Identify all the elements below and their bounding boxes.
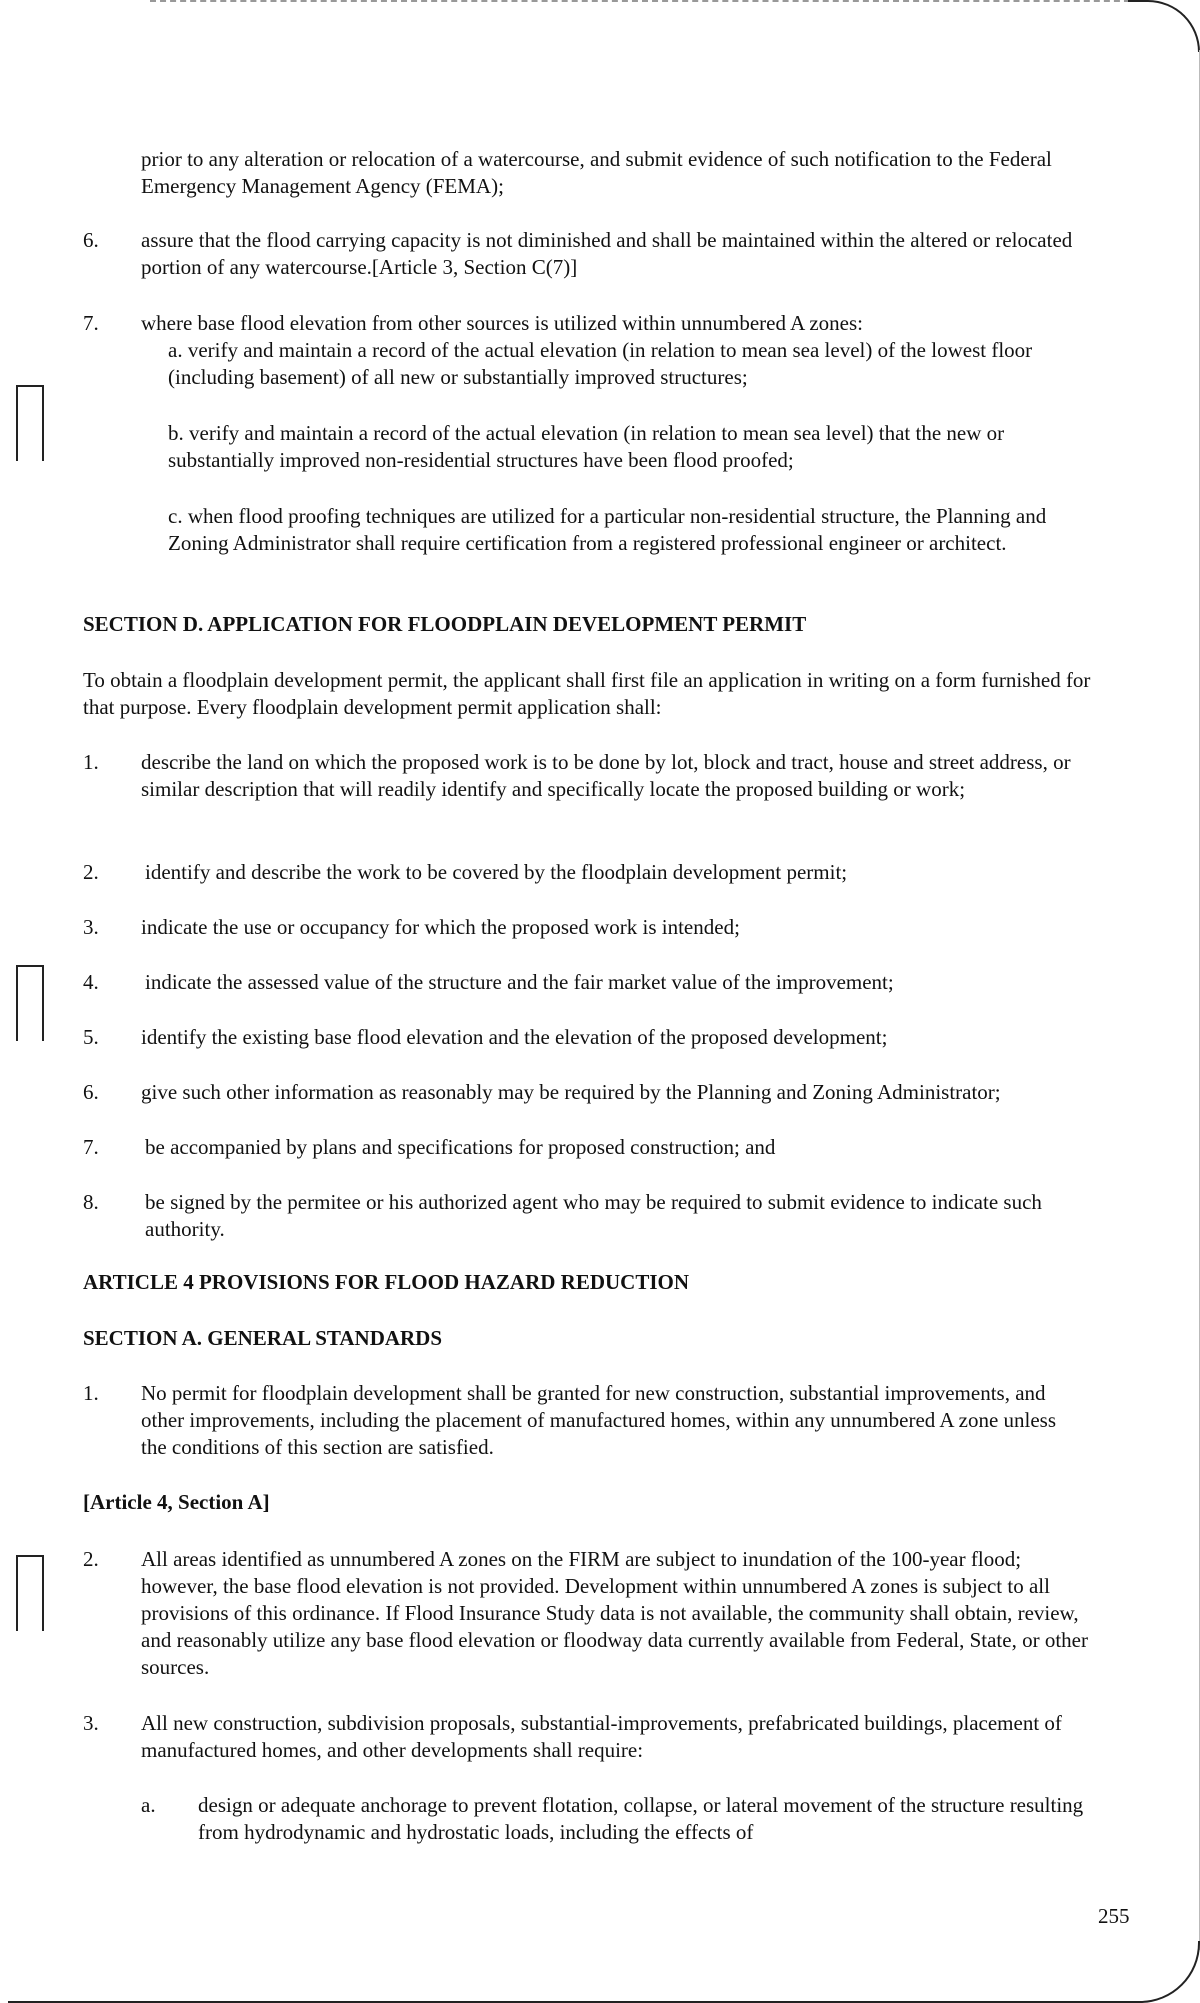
list-item-number: 3. bbox=[83, 1711, 99, 1735]
list-item-text: All new construction, subdivision proposals, substantial-improvements, prefabricated buildings, placement of manufactured homes, and other developments shall require: bbox=[141, 1711, 1062, 1762]
scan-edge-corner-bottom bbox=[8, 1941, 1200, 2003]
list-item-text: indicate the use or occupancy for which the proposed work is intended; bbox=[141, 915, 740, 939]
list-item-number: 7. bbox=[83, 1135, 99, 1159]
list-item-text: where base flood elevation from other sources is utilized within unnumbered A zones: bbox=[141, 311, 863, 335]
binder-hole-mark bbox=[16, 385, 44, 461]
intro-paragraph: prior to any alteration or relocation of a watercourse, and submit evidence of such notification to the Federal Emergency Management Agency (FEMA); bbox=[141, 147, 1052, 198]
sub-item: c. when flood proofing techniques are utilized for a particular non-residential structure, the Planning and Zoning Administrator shall require certification from a registered professional engineer or architect. bbox=[168, 504, 1047, 555]
list-item-text: give such other information as reasonably may be required by the Planning and Zoning Administrator; bbox=[141, 1080, 1001, 1104]
list-item-text: describe the land on which the proposed work is to be done by lot, block and tract, house and street address, or similar description that will readily identify and specifically locate the proposed building or work; bbox=[141, 750, 1071, 801]
list-item-number: 4. bbox=[83, 970, 99, 994]
list-item-number: 2. bbox=[83, 860, 99, 884]
list-item-number: 5. bbox=[83, 1025, 99, 1049]
sub-item-text: design or adequate anchorage to prevent flotation, collapse, or lateral movement of the structure resulting from hydrodynamic and hydrostatic loads, including the effects of bbox=[198, 1793, 1084, 1844]
sub-item: a. verify and maintain a record of the actual elevation (in relation to mean sea level) of the lowest floor (including basement) of all new or substantially improved structures; bbox=[168, 338, 1033, 389]
section-heading: SECTION A. GENERAL STANDARDS bbox=[83, 1326, 443, 1350]
list-item-text: identify the existing base flood elevation and the elevation of the proposed development; bbox=[141, 1025, 888, 1049]
sub-item: b. verify and maintain a record of the actual elevation (in relation to mean sea level) that the new or substantially improved non-residential structures have been flood proofed; bbox=[168, 421, 1005, 472]
list-item-number: 6. bbox=[83, 228, 99, 252]
list-item-text: be signed by the permitee or his authorized agent who may be required to submit evidence to indicate such authority. bbox=[145, 1190, 1042, 1241]
list-item-number: 1. bbox=[83, 1381, 99, 1405]
list-item-number: 1. bbox=[83, 750, 99, 774]
scan-edge-top bbox=[150, 0, 1140, 4]
binder-hole-mark bbox=[16, 965, 44, 1041]
list-item-text: be accompanied by plans and specifications for proposed construction; and bbox=[145, 1135, 776, 1159]
list-item-number: 7. bbox=[83, 311, 99, 335]
list-item-number: 3. bbox=[83, 915, 99, 939]
list-item-number: 8. bbox=[83, 1190, 99, 1214]
article-reference: [Article 4, Section A] bbox=[83, 1490, 270, 1514]
list-item-text: assure that the flood carrying capacity is not diminished and shall be maintained within the altered or relocated portion of any watercourse.[Article 3, Section C(7)] bbox=[141, 228, 1073, 279]
page-number: 255 bbox=[1098, 1904, 1130, 1928]
sub-item-letter: a. bbox=[141, 1793, 156, 1817]
list-item-text: No permit for floodplain development shall be granted for new construction, substantial improvements, and other improvements, including the placement of manufactured homes, within any unnumbered A zone unless the conditions of this section are satisfied. bbox=[141, 1381, 1057, 1459]
section-heading: SECTION D. APPLICATION FOR FLOODPLAIN DEVELOPMENT PERMIT bbox=[83, 612, 807, 636]
section-intro: To obtain a floodplain development permit, the applicant shall first file an application in writing on a form furnished for that purpose. Every floodplain development permit application shall: bbox=[83, 668, 1091, 719]
list-item-number: 2. bbox=[83, 1547, 99, 1571]
list-item-number: 6. bbox=[83, 1080, 99, 1104]
binder-hole-mark bbox=[16, 1555, 44, 1631]
article-heading: ARTICLE 4 PROVISIONS FOR FLOOD HAZARD REDUCTION bbox=[83, 1270, 689, 1294]
list-item-text: indicate the assessed value of the structure and the fair market value of the improvement; bbox=[145, 970, 894, 994]
list-item-text: All areas identified as unnumbered A zones on the FIRM are subject to inundation of the 100-year flood; however, the base flood elevation is not provided. Development within unnumbered A zones is subject to all provisions of this ordinance. If Flood Insurance Study data is not available, the community shall obtain, review, and reasonably utilize any base flood elevation or floodway data currently available from Federal, State, or other sources. bbox=[141, 1547, 1088, 1679]
scan-edge-corner-top bbox=[1128, 0, 1200, 52]
list-item-text: identify and describe the work to be covered by the floodplain development permit; bbox=[145, 860, 848, 884]
